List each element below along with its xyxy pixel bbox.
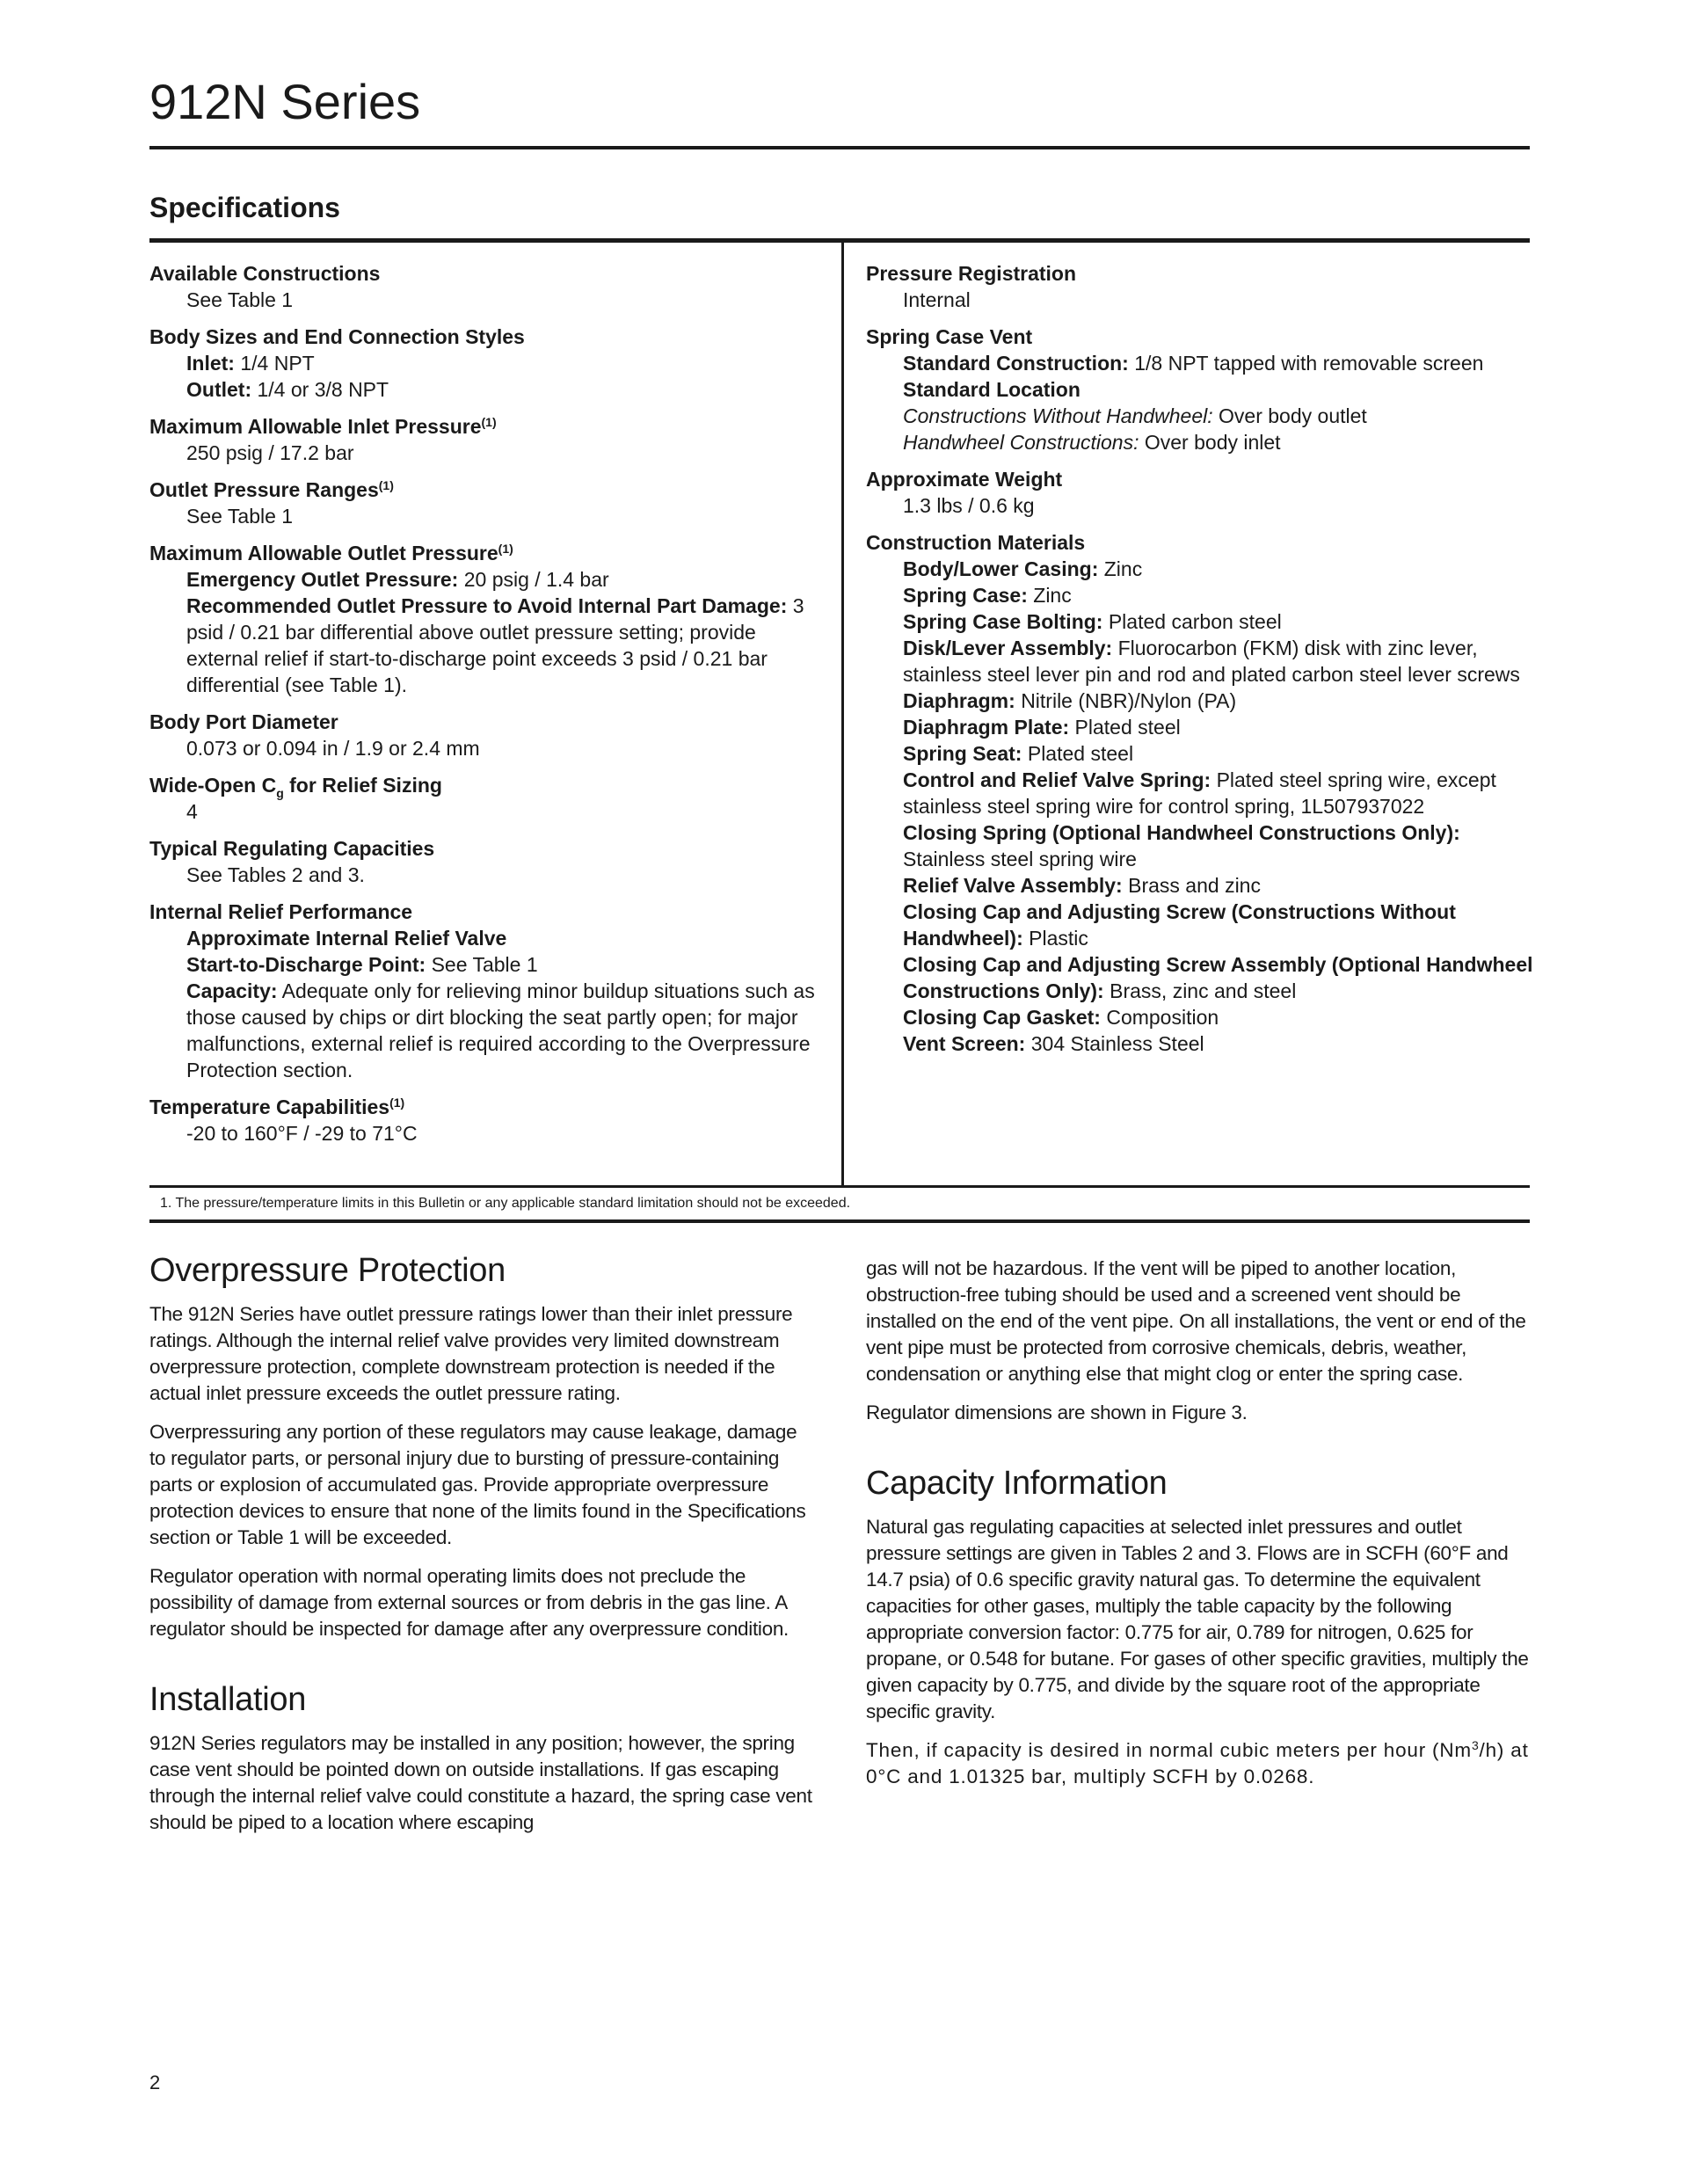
specifications-rule [149, 238, 1530, 243]
material-label: Diaphragm: [903, 689, 1015, 712]
material-item [866, 767, 1534, 819]
spec-label: Construction Materials [866, 531, 1086, 554]
footnote-marker: (1) [378, 478, 394, 492]
material-value: Plated steel [1074, 716, 1181, 739]
footnote-top-rule [149, 1185, 1530, 1188]
hw-value: Over body inlet [1144, 431, 1281, 454]
footnote: 1. The pressure/temperature limits in this Bulletin or any applicable standard limitation should not be exceeded. [160, 1196, 851, 1211]
spec-label: Body Port Diameter [149, 710, 338, 733]
relief-approx-label: Approximate Internal Relief Valve [186, 927, 507, 950]
spec-relief-capacity [149, 978, 826, 1083]
spec-label: Typical Regulating Capacities [149, 837, 435, 860]
spec-materials [866, 529, 1534, 1057]
spec-value: See Table 1 [186, 288, 294, 311]
material-item [866, 635, 1534, 688]
material-label: Spring Seat: [903, 742, 1022, 765]
superscript: 3 [1471, 1738, 1480, 1752]
dimensions-note: Regulator dimensions are shown in Figure 3. [866, 1401, 1248, 1423]
installation-continued: gas will not be hazardous. If the vent will be piped to another location, obstruction-free tubing should be used and a screened vent should be installed on the end of the vent pipe. On all installations, the vent or end of the vent pipe must be protected from corrosive chemicals, debris, weather, condensation or anything else that might clog or enter the spring case. [866, 1257, 1526, 1385]
recommended-value: 3 psid / 0.21 bar differential above outlet pressure setting; provide external relief if start-to-discharge point exceeds 3 psid / 0.21 bar differential (see Table 1). [186, 594, 804, 696]
material-item [866, 1004, 1534, 1030]
spec-label [149, 413, 826, 440]
spec-emergency [149, 566, 826, 593]
label-text: Outlet Pressure Ranges [149, 478, 379, 501]
spec-std-construction [866, 350, 1534, 376]
std-value: See Table 1 [431, 953, 538, 976]
material-value: Composition [1106, 1006, 1219, 1029]
metric-text-pre: Then, if capacity is desired in normal cubic meters per hour (Nm [866, 1739, 1472, 1761]
material-value: Brass, zinc and steel [1110, 979, 1297, 1002]
material-item [866, 951, 1534, 1004]
label-text-post: for Relief Sizing [283, 774, 442, 797]
spec-value: See Table 1 [186, 505, 294, 528]
material-label: Vent Screen: [903, 1032, 1026, 1055]
std-location-label: Standard Location [903, 378, 1080, 401]
spec-max-inlet [149, 413, 826, 466]
body-left-column [149, 1250, 818, 1848]
spec-value: Internal [903, 288, 971, 311]
recommended-label: Recommended Outlet Pressure to Avoid Internal Part Damage: [186, 594, 788, 617]
overpressure-title: Overpressure Protection [149, 1252, 506, 1289]
spec-weight [866, 466, 1534, 519]
spec-label [149, 540, 826, 566]
metric-text-post: /h) at 0°C and 1.01325 bar, multiply SCFH by 0.0268. [866, 1739, 1529, 1787]
footnote-bottom-rule [149, 1219, 1530, 1223]
spec-label: Body Sizes and End Connection Styles [149, 325, 525, 348]
spec-value: -20 to 160°F / -29 to 71°C [186, 1122, 418, 1145]
label-text: Maximum Allowable Inlet Pressure [149, 415, 482, 438]
installation-paragraph: 912N Series regulators may be installed in any position; however, the spring case vent should be pointed down on outside installations. If gas escaping through the internal relief valve could constitute a hazard, the spring case vent should be piped to a location where escaping [149, 1732, 812, 1833]
spec-label: Internal Relief Performance [149, 900, 413, 923]
spec-temperature [149, 1094, 826, 1147]
installation-title: Installation [149, 1681, 307, 1718]
page-number: 2 [149, 2071, 161, 2093]
capacity-value: Adequate only for relieving minor buildup situations such as those caused by chips or dirt blocking the seat partly open; for major malfunctions, external relief is required according to the Overpressure Protection section. [186, 979, 815, 1081]
material-label: Disk/Lever Assembly: [903, 637, 1113, 659]
material-item [866, 608, 1534, 635]
label-text: Wide-Open C [149, 774, 277, 797]
capacity-title: Capacity Information [866, 1465, 1168, 1502]
material-label: Closing Spring (Optional Handwheel Constructions Only): [903, 821, 1460, 844]
hw-label: Handwheel Constructions: [903, 431, 1139, 454]
material-label: Spring Case Bolting: [903, 610, 1103, 633]
spec-value: 1.3 lbs / 0.6 kg [903, 494, 1035, 517]
material-item [866, 688, 1534, 714]
label-text: Maximum Allowable Outlet Pressure [149, 542, 498, 564]
specifications-right-column [866, 260, 1534, 1067]
material-item [866, 1030, 1534, 1057]
emergency-value: 20 psig / 1.4 bar [463, 568, 609, 591]
material-label: Diaphragm Plate: [903, 716, 1070, 739]
spec-max-outlet [149, 540, 826, 698]
spec-label [149, 477, 826, 503]
spec-spring-case-vent [866, 324, 1534, 455]
material-value: Stainless steel spring wire [903, 848, 1137, 870]
emergency-label: Emergency Outlet Pressure: [186, 568, 459, 591]
material-value: 304 Stainless Steel [1030, 1032, 1204, 1055]
spec-label [149, 772, 826, 798]
spec-label: Available Constructions [149, 262, 381, 285]
specifications-left-column [149, 260, 826, 1157]
spec-relief [149, 899, 826, 1083]
material-value: Brass and zinc [1128, 874, 1261, 897]
footnote-marker: (1) [498, 542, 513, 556]
outlet-value: 1/4 or 3/8 NPT [257, 378, 389, 401]
material-value: Plastic [1029, 927, 1088, 950]
header-rule [149, 146, 1530, 149]
overpressure-paragraph: Regulator operation with normal operating limits does not preclude the possibility of damage from external sources or from debris in the gas line. A regulator should be inspected for damage after any overpressure condition. [149, 1565, 789, 1640]
material-label: Closing Cap and Adjusting Screw Assembly (Optional Handwheel Constructions Only): [903, 953, 1533, 1002]
material-label: Closing Cap and Adjusting Screw (Constructions Without Handwheel): [903, 900, 1456, 950]
subscript: g [276, 786, 284, 800]
outlet-label: Outlet: [186, 378, 252, 401]
material-item [866, 582, 1534, 608]
spec-value: 0.073 or 0.094 in / 1.9 or 2.4 mm [186, 737, 480, 760]
spec-value: See Tables 2 and 3. [186, 863, 365, 886]
spec-without-handwheel [866, 403, 1534, 429]
material-item [866, 872, 1534, 899]
specifications-heading: Specifications [149, 192, 340, 223]
std-label: Start-to-Discharge Point: [186, 953, 426, 976]
without-hw-value: Over body outlet [1219, 404, 1367, 427]
material-value: Zinc [1033, 584, 1072, 607]
material-label: Closing Cap Gasket: [903, 1006, 1101, 1029]
material-item [866, 899, 1534, 951]
spec-wide-open [149, 772, 826, 825]
spec-std [149, 951, 826, 978]
material-label: Control and Relief Valve Spring: [903, 768, 1211, 791]
std-construction-label: Standard Construction: [903, 352, 1129, 375]
footnote-marker: (1) [389, 1096, 405, 1110]
material-item [866, 714, 1534, 740]
spec-body-sizes [149, 324, 826, 403]
material-label: Body/Lower Casing: [903, 557, 1099, 580]
spec-label [149, 1094, 826, 1120]
spec-label: Spring Case Vent [866, 325, 1033, 348]
spec-recommended [149, 593, 826, 698]
without-hw-label: Constructions Without Handwheel: [903, 404, 1213, 427]
material-item [866, 819, 1534, 872]
std-construction-value: 1/8 NPT tapped with removable screen [1134, 352, 1484, 375]
spec-value: 4 [186, 800, 198, 823]
overpressure-paragraph: Overpressuring any portion of these regulators may cause leakage, damage to regulator parts, or personal injury due to bursting of pressure-containing parts or explosion of accumulated gas. Provide appropriate overpressure protection devices to ensure that none of the limits found in the Specifications section or Table 1 will be exceeded. [149, 1421, 806, 1548]
spec-handwheel [866, 429, 1534, 455]
material-value: Fluorocarbon (FKM) disk with zinc lever, stainless steel lever pin and rod and plated carbon steel lever screws [903, 637, 1520, 686]
capacity-paragraph: Natural gas regulating capacities at selected inlet pressures and outlet pressure settings are given in Tables 2 and 3. Flows are in SCFH (60°F and 14.7 psia) of 0.6 specific gravity natural gas. To determine the equivalent capacities for other gases, multiply the table capacity by the following appropriate conversion factor: 0.775 for air, 0.789 for nitrogen, 0.625 for propane, or 0.548 for butane. For gases of other specific gravities, multiply the given capacity by 0.775, and divide by the square root of the appropriate specific gravity. [866, 1516, 1529, 1722]
label-text: Temperature Capabilities [149, 1096, 390, 1118]
spec-capacities [149, 835, 826, 888]
capacity-label: Capacity: [186, 979, 278, 1002]
spec-label: Pressure Registration [866, 262, 1077, 285]
material-value: Nitrile (NBR)/Nylon (PA) [1021, 689, 1237, 712]
spec-pressure-registration [866, 260, 1534, 313]
spec-label: Approximate Weight [866, 468, 1063, 491]
material-value: Plated carbon steel [1108, 610, 1282, 633]
material-label: Spring Case: [903, 584, 1028, 607]
overpressure-paragraph: The 912N Series have outlet pressure ratings lower than their inlet pressure ratings. Although the internal relief valve provides very limited downstream overpressure protection, complete downstream protection is needed if the actual inlet pressure exceeds the outlet pressure rating. [149, 1303, 793, 1404]
inlet-value: 1/4 NPT [240, 352, 315, 375]
material-value: Plated steel [1027, 742, 1134, 765]
spec-outlet [149, 376, 826, 403]
capacity-metric-note [866, 1737, 1530, 1790]
spec-available-constructions [149, 260, 826, 313]
body-right-column [866, 1256, 1530, 1802]
material-label: Relief Valve Assembly: [903, 874, 1123, 897]
footnote-marker: (1) [481, 415, 497, 429]
series-title: 912N Series [149, 74, 421, 129]
material-value: Plated steel spring wire, except stainless steel spring wire for control spring, 1L507937022 [903, 768, 1496, 818]
material-item [866, 740, 1534, 767]
column-divider [841, 243, 844, 1185]
material-value: Zinc [1103, 557, 1143, 580]
spec-outlet-ranges [149, 477, 826, 529]
inlet-label: Inlet: [186, 352, 235, 375]
spec-port-diameter [149, 709, 826, 761]
spec-inlet [149, 350, 826, 376]
material-item [866, 556, 1534, 582]
spec-value: 250 psig / 17.2 bar [186, 441, 354, 464]
